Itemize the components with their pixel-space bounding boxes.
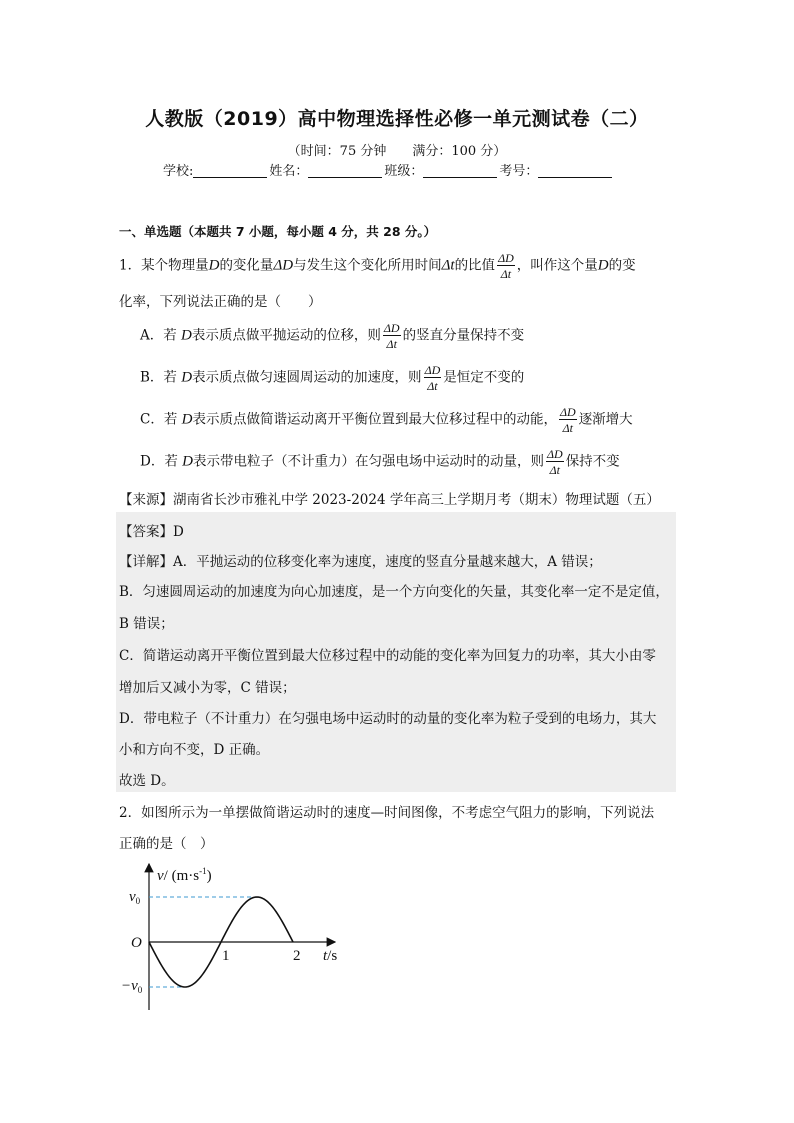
q1-explain-line: 增加后又减小为零，C 错误； xyxy=(119,680,296,696)
y-axis-label: v/ $(m\cdot s^{-1})$ xyxy=(157,866,212,884)
q2-stem: 2．如图所示为一单摆做简谐运动时的速度—时间图像，不考虑空气阻力的影响，下列说法 xyxy=(119,805,655,821)
x-tick-1: 1 xyxy=(222,948,230,964)
class-field[interactable] xyxy=(423,164,497,178)
q1-stem-cont: 化率，下列说法正确的是（ ） xyxy=(119,294,322,310)
delta-fraction: $\frac{\Delta D}{\Delta t}$ xyxy=(546,447,563,477)
school-label: 学校: xyxy=(163,164,194,179)
q1-explain-line: C．简谐运动离开平衡位置到最大位移过程中的动能的变化率为回复力的功率，其大小由零 xyxy=(119,648,656,664)
delta-fraction: $\frac{\Delta D}{\Delta t}$ xyxy=(383,321,400,351)
exam-number-field[interactable] xyxy=(538,164,612,178)
x-axis-label: t/s xyxy=(323,948,338,964)
q1-explain-line: B 错误； xyxy=(119,616,174,632)
q1-stem: 1．某个物理量D的变化量ΔD与发生这个变化所用时间Δt的比值 $\frac{\Delta D}{\Delta t}$ ，叫作这个量D的变 xyxy=(119,251,636,281)
q1-option-d[interactable]: D．若 D表示带电粒子（不计重力）在匀强电场中运动时的动量，则 $\frac{\Delta D}{\Delta t}$ 保持不变 xyxy=(140,447,620,477)
school-field[interactable] xyxy=(193,164,267,178)
class-label: 班级： xyxy=(384,164,424,179)
q1-explain-line: B．匀速圆周运动的加速度为向心加速度，是一个方向变化的矢量，其变化率一定不是定值， xyxy=(119,584,669,600)
q1-explain-line: 【详解】A．平抛运动的位移变化率为速度，速度的竖直分量越来越大，A 错误； xyxy=(119,554,602,570)
delta-fraction: $\frac{\Delta D}{\Delta t}$ xyxy=(498,251,514,281)
name-label: 姓名： xyxy=(269,164,309,179)
delta-fraction: $\frac{\Delta D}{\Delta t}$ xyxy=(424,363,441,393)
exam-time: （时间：75 分钟 xyxy=(287,144,387,159)
q1-option-b[interactable]: B．若 D表示质点做匀速圆周运动的加速度，则 $\frac{\Delta D}{\Delta t}$ 是恒定不变的 xyxy=(140,363,525,393)
q1-explain-line: 小和方向不变，D 正确。 xyxy=(119,742,270,758)
q1-answer: 【答案】D xyxy=(119,524,184,540)
x-tick-2: 2 xyxy=(293,948,301,964)
exam-time-score xyxy=(0,140,794,159)
exam-score: 满分：100 分） xyxy=(412,144,507,159)
student-info-line xyxy=(163,160,614,179)
origin-label: O xyxy=(131,935,142,951)
v0-tick-label: $v_0$ xyxy=(129,889,141,906)
section-heading: 一、单选题（本题共 7 小题，每小题 4 分，共 28 分。） xyxy=(119,224,437,239)
neg-v0-tick-label: $-v_0$ xyxy=(121,978,143,995)
q1-option-c[interactable]: C．若 D表示质点做简谐运动离开平衡位置到最大位移过程中的动能， $\frac{\Delta D}{\Delta t}$ 逐渐增大 xyxy=(140,405,633,435)
q2-stem-cont: 正确的是（ ） xyxy=(119,836,214,852)
exam-number-label: 考号： xyxy=(499,164,539,179)
q1-source: 【来源】湖南省长沙市雅礼中学 2023-2024 学年高三上学期月考（期末）物理试题（五） xyxy=(119,492,660,508)
q1-option-a[interactable]: A．若 D表示质点做平抛运动的位移，则 $\frac{\Delta D}{\Delta t}$ 的竖直分量保持不变 xyxy=(140,321,525,351)
q1-explain-line: D．带电粒子（不计重力）在匀强电场中运动时的动量的变化率为粒子受到的电场力，其大 xyxy=(119,711,657,727)
delta-fraction: $\frac{\Delta D}{\Delta t}$ xyxy=(559,405,576,435)
velocity-time-graph xyxy=(115,860,355,1020)
name-field[interactable] xyxy=(308,164,382,178)
q1-explain-line: 故选 D。 xyxy=(119,773,175,789)
page-title: 人教版（2019）高中物理选择性必修一单元测试卷（二） xyxy=(145,108,649,130)
